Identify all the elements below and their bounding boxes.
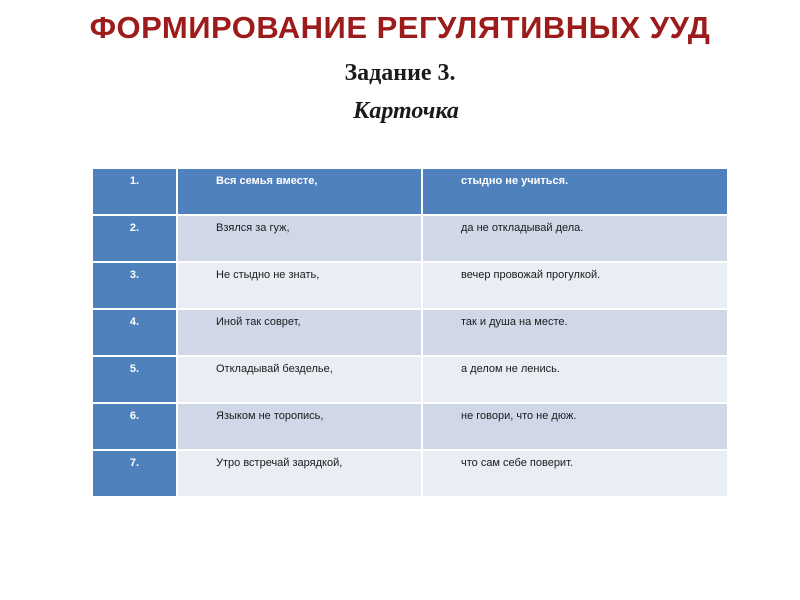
proverb-end: вечер провожай прогулкой. xyxy=(422,262,728,309)
slide-title: ФОРМИРОВАНИЕ РЕГУЛЯТИВНЫХ УУД xyxy=(89,10,711,45)
table-row xyxy=(92,215,728,262)
proverb-start: Откладывай безделье, xyxy=(177,356,422,403)
proverb-start: Вся семья вместе, xyxy=(177,168,422,215)
proverb-end: так и душа на месте. xyxy=(422,309,728,356)
proverb-start: Утро встречай зарядкой, xyxy=(177,450,422,497)
proverb-start: Иной так соврет, xyxy=(177,309,422,356)
table-row xyxy=(92,262,728,309)
table-row xyxy=(92,450,728,497)
row-number: 7. xyxy=(92,450,177,497)
row-number: 1. xyxy=(92,168,177,215)
row-number: 2. xyxy=(92,215,177,262)
row-number: 6. xyxy=(92,403,177,450)
proverb-start: Взялся за гуж, xyxy=(177,215,422,262)
proverb-end: а делом не ленись. xyxy=(422,356,728,403)
table-row xyxy=(92,168,728,215)
proverb-end: да не откладывай дела. xyxy=(422,215,728,262)
table-row xyxy=(92,309,728,356)
proverb-start: Не стыдно не знать, xyxy=(177,262,422,309)
proverb-end: что сам себе поверит. xyxy=(422,450,728,497)
row-number: 3. xyxy=(92,262,177,309)
task-heading: Задание 3. xyxy=(344,60,456,86)
table-row xyxy=(92,356,728,403)
card-heading: Карточка xyxy=(353,98,459,124)
row-number: 5. xyxy=(92,356,177,403)
proverb-end: стыдно не учиться. xyxy=(422,168,728,215)
row-number: 4. xyxy=(92,309,177,356)
table-row xyxy=(92,403,728,450)
proverb-end: не говори, что не дюж. xyxy=(422,403,728,450)
proverbs-table xyxy=(91,167,729,498)
proverb-start: Языком не торопись, xyxy=(177,403,422,450)
